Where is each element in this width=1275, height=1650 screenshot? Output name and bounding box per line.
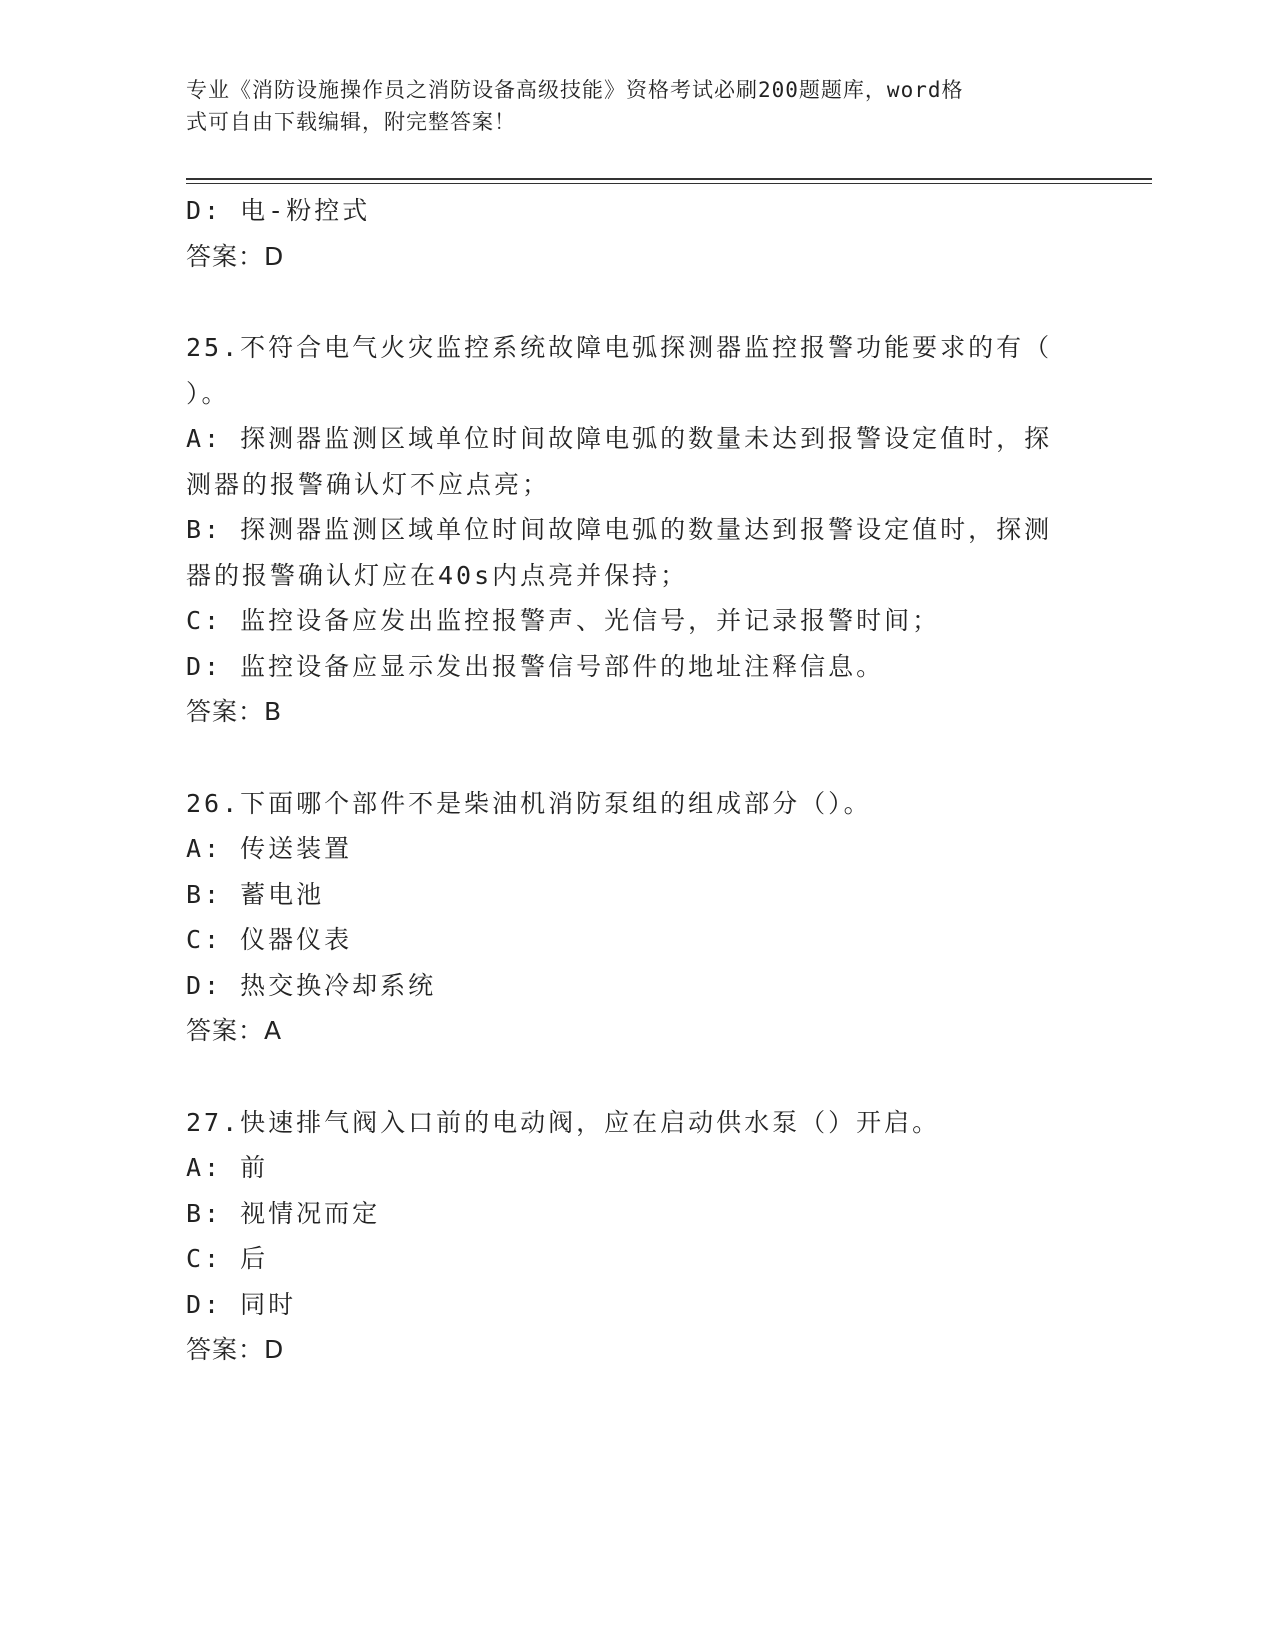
question-stem: 25.不符合电气火灾监控系统故障电弧探测器监控报警功能要求的有（ — [186, 333, 1053, 362]
answer: 答案：D — [186, 1335, 285, 1364]
option-b: B: 探测器监测区域单位时间故障电弧的数量达到报警设定值时，探测 — [186, 515, 1053, 544]
spacer — [186, 279, 1086, 325]
question-26 — [186, 781, 1086, 1054]
answer: 答案：B — [186, 697, 283, 726]
page-header — [186, 74, 1066, 138]
document-body — [186, 188, 1086, 1373]
option-a: A: 传送装置 — [186, 834, 353, 863]
option-a-cont: 测器的报警确认灯不应点亮； — [186, 469, 551, 499]
spacer — [186, 735, 1086, 781]
option-b: B: 蓄电池 — [186, 879, 325, 909]
question-stem-cont: ）。 — [186, 378, 230, 408]
header-line-1: 专业《消防设施操作员之消防设备高级技能》资格考试必刷200题题库，word格 — [186, 78, 964, 102]
option-a: A: 探测器监测区域单位时间故障电弧的数量未达到报警设定值时，探 — [186, 424, 1053, 453]
question-27 — [186, 1100, 1086, 1373]
answer: 答案：A — [186, 1016, 283, 1045]
question-stem: 27.快速排气阀入口前的电动阀，应在启动供水泵（）开启。 — [186, 1107, 941, 1137]
question-fragment — [186, 188, 1086, 279]
option-c: C: 监控设备应发出监控报警声、光信号，并记录报警时间； — [186, 606, 941, 635]
header-divider-thick — [186, 178, 1152, 180]
option-b: B: 视情况而定 — [186, 1198, 381, 1228]
option-a: A: 前 — [186, 1153, 269, 1182]
spacer — [186, 1054, 1086, 1100]
option-d: D: 同时 — [186, 1289, 297, 1319]
question-stem: 26.下面哪个部件不是柴油机消防泵组的组成部分（）。 — [186, 788, 872, 818]
option-c: C: 后 — [186, 1244, 269, 1273]
question-25 — [186, 325, 1086, 735]
option-d: D: 热交换冷却系统 — [186, 970, 437, 1000]
header-line-2: 式可自由下载编辑，附完整答案！ — [186, 110, 516, 134]
header-divider-thin — [186, 183, 1152, 184]
option-b-cont: 器的报警确认灯应在40s内点亮并保持； — [186, 560, 689, 590]
option-d: D: 电-粉控式 — [186, 196, 371, 225]
answer: 答案：D — [186, 241, 285, 271]
option-c: C: 仪器仪表 — [186, 925, 353, 954]
option-d: D: 监控设备应显示发出报警信号部件的地址注释信息。 — [186, 651, 885, 681]
